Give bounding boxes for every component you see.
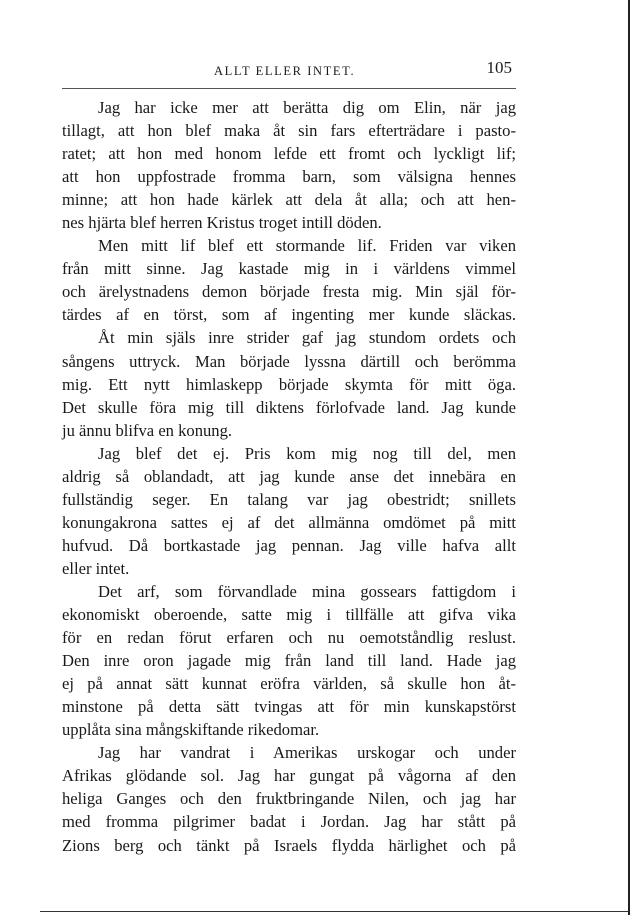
text-line: Zions berg och tänkt på Israels flydda härlighet och på: [62, 835, 516, 855]
page-number: 105: [486, 58, 512, 77]
page-edge: [628, 0, 630, 915]
header-rule: [62, 88, 516, 89]
text-line: Jag blef det ej. Pris kom mig nog till del, men: [98, 443, 516, 463]
text-line: nes hjärta blef herren Kristus troget intill döden.: [62, 213, 382, 233]
text-line: ju ännu blifva en konung.: [62, 420, 233, 440]
running-title: ALLT ELLER INTET.: [214, 64, 356, 78]
text-line: fullständig seger. En talang var jag obestridt; snillets: [62, 489, 516, 509]
text-line: för en redan förut erfaren och nu oemotståndlig reslust.: [62, 628, 516, 648]
text-line: från mitt sinne. Jag kastade mig in i världens vimmel: [62, 259, 516, 279]
text-line: Den inre oron jagade mig från land till land. Hade jag: [62, 651, 516, 671]
text-line: Det skulle föra mig till diktens förlofvade land. Jag kunde: [62, 397, 516, 417]
text-line: eller intet.: [62, 558, 130, 578]
text-line: aldrig så oblandadt, att jag kunde anse det innebära en: [62, 466, 516, 486]
text-line: och ärelystnadens demon började fresta mig. Min själ för-: [62, 282, 516, 302]
text-line: sångens uttryck. Man började lyssna därtill och berömma: [62, 351, 516, 371]
text-line: ekonomiskt oberoende, satte mig i tillfälle att gifva vika: [62, 605, 516, 625]
text-line: minne; att hon hade kärlek att dela åt alla; och att hen-: [62, 190, 516, 210]
text-line: tärdes af en törst, som af ingenting mer kunde släckas.: [62, 305, 516, 325]
text-line: upplåta sina mångskiftande rikedomar.: [62, 720, 320, 740]
text-line: ratet; att hon med honom lefde ett fromt och lyckligt lif;: [62, 144, 516, 164]
text-line: Men mitt lif blef ett stormande lif. Friden var viken: [98, 236, 516, 256]
page-bottom-edge: [40, 911, 628, 912]
text-line: Afrikas glödande sol. Jag har gungat på vågorna af den: [62, 766, 516, 786]
page-header: [62, 58, 514, 84]
text-line: mig. Ett nytt himlaskepp började skymta för mitt öga.: [62, 374, 516, 394]
body-text: [62, 96, 516, 857]
text-line: med fromma pilgrimer badat i Jordan. Jag har stått på: [62, 812, 516, 832]
text-line: Jag har vandrat i Amerikas urskogar och under: [98, 743, 516, 763]
text-line: ej på annat sätt kunnat eröfra världen, så skulle hon åt-: [62, 674, 516, 694]
text-line: Åt min själs inre strider gaf jag stundom ordets och: [98, 328, 516, 348]
text-line: minstone på detta sätt tvingas att för min kunskapstörst: [62, 697, 516, 717]
text-line: Det arf, som förvandlade mina gossears fattigdom i: [98, 581, 516, 601]
text-line: konungakrona sattes ej af det allmänna omdömet på mitt: [62, 512, 516, 532]
text-line: Jag har icke mer att berätta dig om Elin, när jag: [98, 98, 516, 117]
text-line: heliga Ganges och den fruktbringande Nilen, och jag har: [62, 789, 516, 809]
text-line: hufvud. Då bortkastade jag pennan. Jag ville hafva allt: [62, 535, 516, 555]
text-line: att hon uppfostrade fromma barn, som välsigna hennes: [62, 167, 516, 187]
text-line: tillagt, att hon blef maka åt sin fars efterträdare i pasto-: [62, 121, 516, 141]
